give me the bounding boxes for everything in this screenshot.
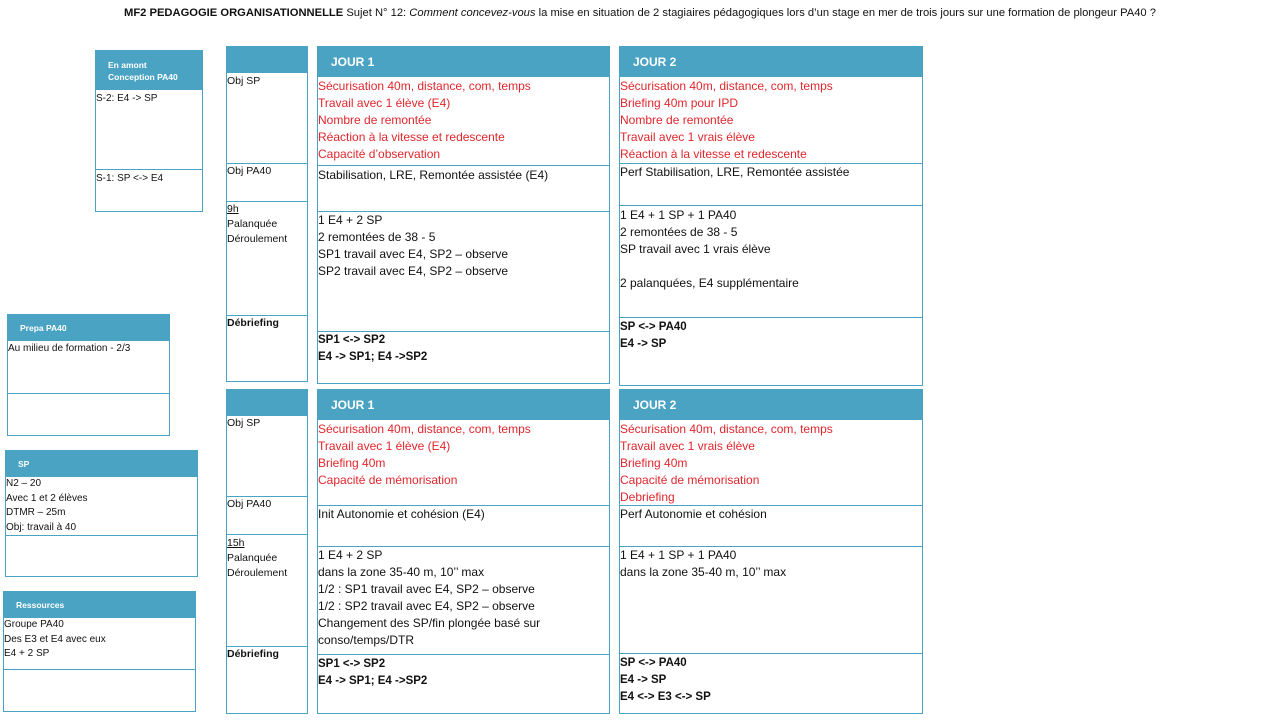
sp-line: Obj: travail à 40	[6, 521, 77, 533]
obj-pa40-line: Perf Stabilisation, LRE, Remontée assistée	[620, 165, 850, 179]
top-jour2-column	[619, 46, 923, 386]
label-time: 9h	[227, 203, 239, 215]
palanquee-line: 2 palanquées, E4 supplémentaire	[620, 276, 799, 290]
debrief-cell	[318, 656, 609, 690]
palanquee-line: 1 E4 + 1 SP + 1 PA40	[620, 548, 737, 562]
ressources-line: Des E3 et E4 avec eux	[4, 633, 106, 645]
obj-sp-cell	[620, 78, 922, 163]
box-en-amont	[95, 50, 203, 212]
obj-sp-line: Capacité d’observation	[318, 147, 441, 161]
labels-header	[227, 390, 307, 416]
bottom-jour1-column	[317, 389, 610, 714]
page-title: MF2 PEDAGOGIE ORGANISATIONNELLE Sujet N° 12: Comment concevez-vous la mise en situation de 2 stagiaires pédagogiques lors d’un stage en mer de trois jours sur une formation de plongeur PA40 ?	[124, 7, 1156, 19]
obj-sp-line: Briefing 40m	[318, 456, 386, 470]
label-palanquee: Palanquée	[227, 552, 278, 564]
jour-header: JOUR 1	[318, 47, 609, 77]
obj-pa40-cell	[620, 506, 922, 523]
conception-title: Conception PA40	[108, 72, 178, 82]
palanquee-cell	[620, 547, 922, 581]
top-jour1-column	[317, 46, 610, 384]
obj-sp-line: Nombre de remontée	[318, 113, 432, 127]
obj-pa40-cell	[318, 506, 609, 523]
obj-pa40-cell	[318, 167, 609, 184]
obj-sp-line: Briefing 40m	[620, 456, 688, 470]
obj-sp-cell	[318, 421, 609, 489]
amont-line-2: S-1: SP <-> E4	[96, 173, 164, 184]
debrief-cell	[620, 319, 922, 353]
jour-header: JOUR 2	[620, 390, 922, 420]
obj-sp-line: Sécurisation 40m, distance, com, temps	[318, 79, 531, 93]
label-palanquee-block	[227, 202, 287, 247]
labels-column-bottom	[226, 389, 308, 714]
box-ressources	[3, 591, 196, 712]
obj-sp-line: Nombre de remontée	[620, 113, 734, 127]
obj-sp-line: Travail avec 1 élève (E4)	[318, 439, 451, 453]
obj-pa40-line: Perf Autonomie et cohésion	[620, 507, 767, 521]
obj-sp-line: Travail avec 1 vrais élève	[620, 130, 755, 144]
obj-sp-line: Travail avec 1 élève (E4)	[318, 96, 451, 110]
amont-line-1: S-2: E4 -> SP	[96, 93, 158, 104]
label-deroulement: Déroulement	[227, 233, 288, 245]
palanquee-line	[620, 258, 922, 275]
obj-sp-line: Capacité de mémorisation	[318, 473, 458, 487]
label-debriefing: Débriefing	[227, 317, 279, 329]
palanquee-line: 1/2 : SP1 travail avec E4, SP2 – observe	[318, 582, 535, 596]
sp-line: N2 – 20	[6, 478, 42, 489]
palanquee-line: Changement des SP/fin plongée basé sur	[318, 616, 541, 630]
obj-sp-cell	[318, 78, 609, 163]
sp-header: SP	[6, 451, 197, 477]
label-time: 15h	[227, 537, 245, 549]
prepa-header: Prepa PA40	[8, 315, 169, 341]
palanquee-line: 1 E4 + 2 SP	[318, 213, 383, 227]
debrief-line: E4 -> SP1; E4 ->SP2	[318, 351, 428, 363]
divider	[227, 534, 307, 535]
ressources-line: Groupe PA40	[4, 619, 64, 630]
divider	[4, 669, 195, 670]
debrief-line: SP1 <-> SP2	[318, 334, 386, 346]
palanquee-line: dans la zone 35-40 m, 10’’ max	[620, 565, 787, 579]
box-sp	[5, 450, 198, 577]
debrief-cell	[318, 332, 609, 366]
labels-header	[227, 47, 307, 73]
obj-sp-line: Briefing 40m pour IPD	[620, 96, 739, 110]
label-palanquee-block	[227, 536, 287, 581]
divider	[620, 205, 922, 206]
obj-sp-line: Réaction à la vitesse et redescente	[620, 147, 807, 161]
obj-sp-line: Travail avec 1 vrais élève	[620, 439, 755, 453]
obj-pa40-cell	[620, 164, 922, 181]
palanquee-line: 1 E4 + 2 SP	[318, 548, 383, 562]
ressources-header: Ressources	[4, 592, 195, 618]
label-palanquee: Palanquée	[227, 218, 278, 230]
palanquee-cell	[318, 547, 609, 649]
debrief-line: SP1 <-> SP2	[318, 658, 386, 670]
en-amont-title: En amont	[108, 60, 147, 70]
palanquee-cell	[318, 212, 609, 280]
obj-pa40-line: Init Autonomie et cohésion (E4)	[318, 507, 485, 521]
obj-sp-line: Sécurisation 40m, distance, com, temps	[620, 422, 833, 436]
ressources-line: E4 + 2 SP	[4, 648, 50, 659]
debrief-cell	[620, 655, 922, 706]
palanquee-line: 1/2 : SP2 travail avec E4, SP2 – observe	[318, 599, 535, 613]
prepa-line: Au milieu de formation - 2/3	[8, 343, 131, 354]
label-debriefing: Débriefing	[227, 648, 279, 660]
obj-sp-line: Capacité de mémorisation	[620, 473, 760, 487]
jour-header: JOUR 1	[318, 390, 609, 420]
obj-pa40-line: Stabilisation, LRE, Remontée assistée (E4)	[318, 168, 549, 182]
divider	[6, 535, 197, 536]
jour-header: JOUR 2	[620, 47, 922, 77]
box-en-amont-header	[96, 51, 202, 90]
labels-column-top	[226, 46, 308, 382]
obj-sp-line: Sécurisation 40m, distance, com, temps	[318, 422, 531, 436]
palanquee-line: 1 E4 + 1 SP + 1 PA40	[620, 208, 737, 222]
palanquee-line: SP travail avec 1 vrais élève	[620, 242, 771, 256]
debrief-line: SP <-> PA40	[620, 321, 687, 333]
bottom-jour2-column	[619, 389, 923, 714]
palanquee-cell	[620, 207, 922, 292]
divider	[620, 653, 922, 654]
divider	[96, 169, 202, 170]
debrief-line: E4 -> SP1; E4 ->SP2	[318, 675, 428, 687]
obj-sp-cell	[620, 421, 922, 506]
divider	[318, 165, 609, 166]
debrief-line: E4 -> SP	[620, 674, 667, 686]
divider	[318, 654, 609, 655]
sp-line: Avec 1 et 2 élèves	[6, 492, 88, 504]
palanquee-line: conso/temps/DTR	[318, 633, 415, 647]
label-deroulement: Déroulement	[227, 567, 288, 579]
obj-sp-line: Debriefing	[620, 490, 675, 504]
box-prepa	[7, 314, 170, 436]
palanquee-line: SP1 travail avec E4, SP2 – observe	[318, 247, 509, 261]
label-obj-pa40: Obj PA40	[227, 165, 272, 177]
palanquee-line: dans la zone 35-40 m, 10’’ max	[318, 565, 485, 579]
divider	[620, 317, 922, 318]
palanquee-line: 2 remontées de 38 - 5	[318, 230, 436, 244]
debrief-line: SP <-> PA40	[620, 657, 687, 669]
sp-line: DTMR – 25m	[6, 507, 66, 518]
debrief-line: E4 <-> E3 <-> SP	[620, 691, 711, 703]
palanquee-line: SP2 travail avec E4, SP2 – observe	[318, 264, 509, 278]
obj-sp-line: Sécurisation 40m, distance, com, temps	[620, 79, 833, 93]
obj-sp-line: Réaction à la vitesse et redescente	[318, 130, 505, 144]
debrief-line: E4 -> SP	[620, 338, 667, 350]
palanquee-line: 2 remontées de 38 - 5	[620, 225, 738, 239]
label-obj-sp: Obj SP	[227, 75, 261, 87]
divider	[8, 393, 169, 394]
label-obj-pa40: Obj PA40	[227, 498, 272, 510]
label-obj-sp: Obj SP	[227, 417, 261, 429]
